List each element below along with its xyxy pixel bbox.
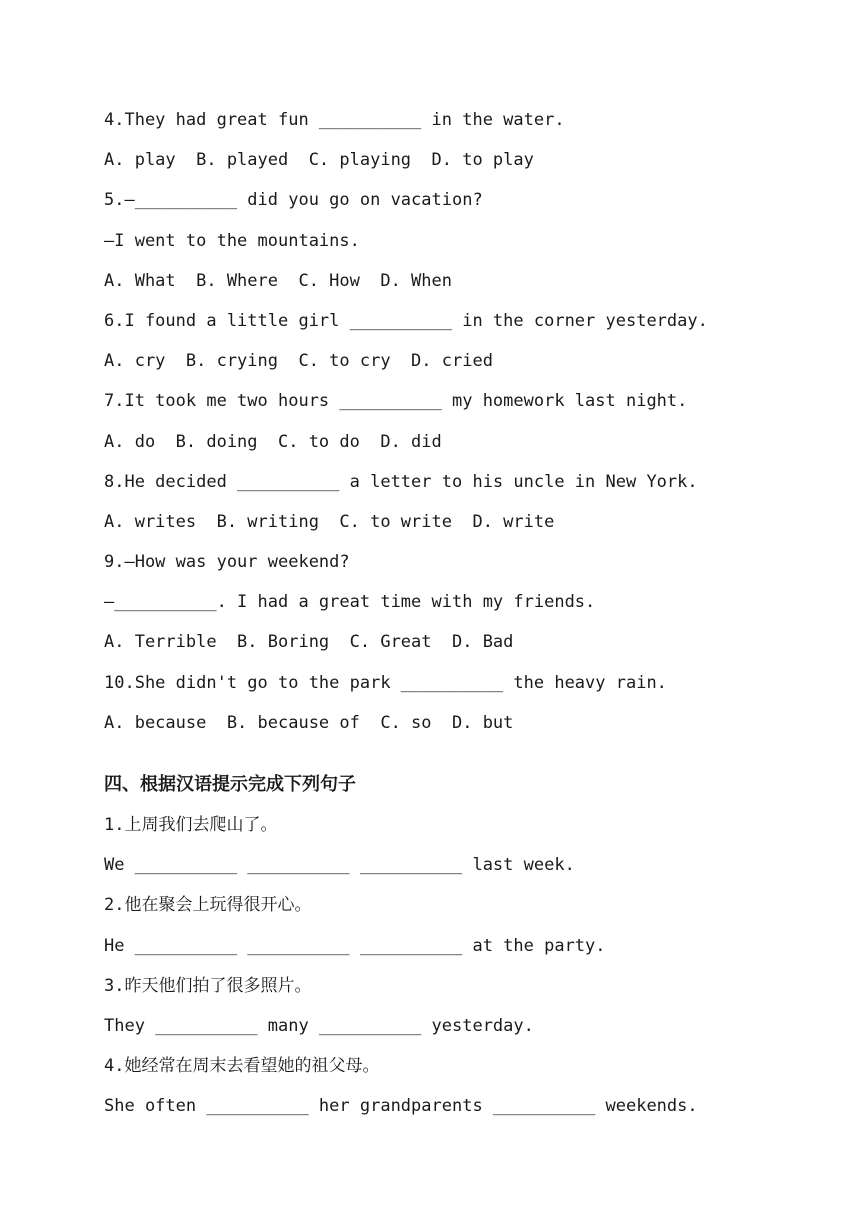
prompt-2-sentence: He __________ __________ __________ at the party. bbox=[104, 935, 606, 956]
question-5-options: A. What B. Where C. How D. When bbox=[104, 270, 452, 291]
question-5-reply: —I went to the mountains. bbox=[104, 230, 360, 251]
prompt-2-chinese: 2.他在聚会上玩得很开心。 bbox=[104, 895, 312, 916]
worksheet-page bbox=[104, 100, 824, 1127]
question-9: 9.—How was your weekend? bbox=[104, 552, 350, 573]
question-7-options: A. do B. doing C. to do D. did bbox=[104, 431, 442, 452]
question-8: 8.He decided __________ a letter to his uncle in New York. bbox=[104, 471, 698, 492]
prompt-1-chinese: 1.上周我们去爬山了。 bbox=[104, 815, 278, 835]
prompt-1-sentence: We __________ __________ __________ last week. bbox=[104, 855, 575, 876]
question-6: 6.I found a little girl __________ in the corner yesterday. bbox=[104, 310, 708, 331]
question-7: 7.It took me two hours __________ my homework last night. bbox=[104, 391, 688, 412]
prompt-4-chinese: 4.她经常在周末去看望她的祖父母。 bbox=[104, 1056, 380, 1077]
prompt-3-chinese: 3.昨天他们拍了很多照片。 bbox=[104, 975, 312, 996]
prompt-3-sentence: They __________ many __________ yesterday. bbox=[104, 1015, 534, 1036]
question-9-options: A. Terrible B. Boring C. Great D. Bad bbox=[104, 632, 514, 653]
question-10-options: A. because B. because of C. so D. but bbox=[104, 712, 514, 733]
section-four-title: 四、根据汉语提示完成下列句子 bbox=[104, 774, 356, 795]
question-9-reply: —__________. I had a great time with my friends. bbox=[104, 592, 596, 613]
multiple-choice-section bbox=[104, 100, 824, 743]
question-4: 4.They had great fun __________ in the water. bbox=[104, 110, 565, 130]
question-10: 10.She didn't go to the park __________ the heavy rain. bbox=[104, 672, 667, 693]
prompt-4-sentence: She often __________ her grandparents __________ weekends. bbox=[104, 1096, 698, 1117]
question-5: 5.—__________ did you go on vacation? bbox=[104, 190, 483, 211]
question-4-options: A. play B. played C. playing D. to play bbox=[104, 150, 534, 171]
question-6-options: A. cry B. crying C. to cry D. cried bbox=[104, 351, 493, 372]
translation-section bbox=[104, 805, 824, 1127]
question-8-options: A. writes B. writing C. to write D. write bbox=[104, 511, 555, 532]
